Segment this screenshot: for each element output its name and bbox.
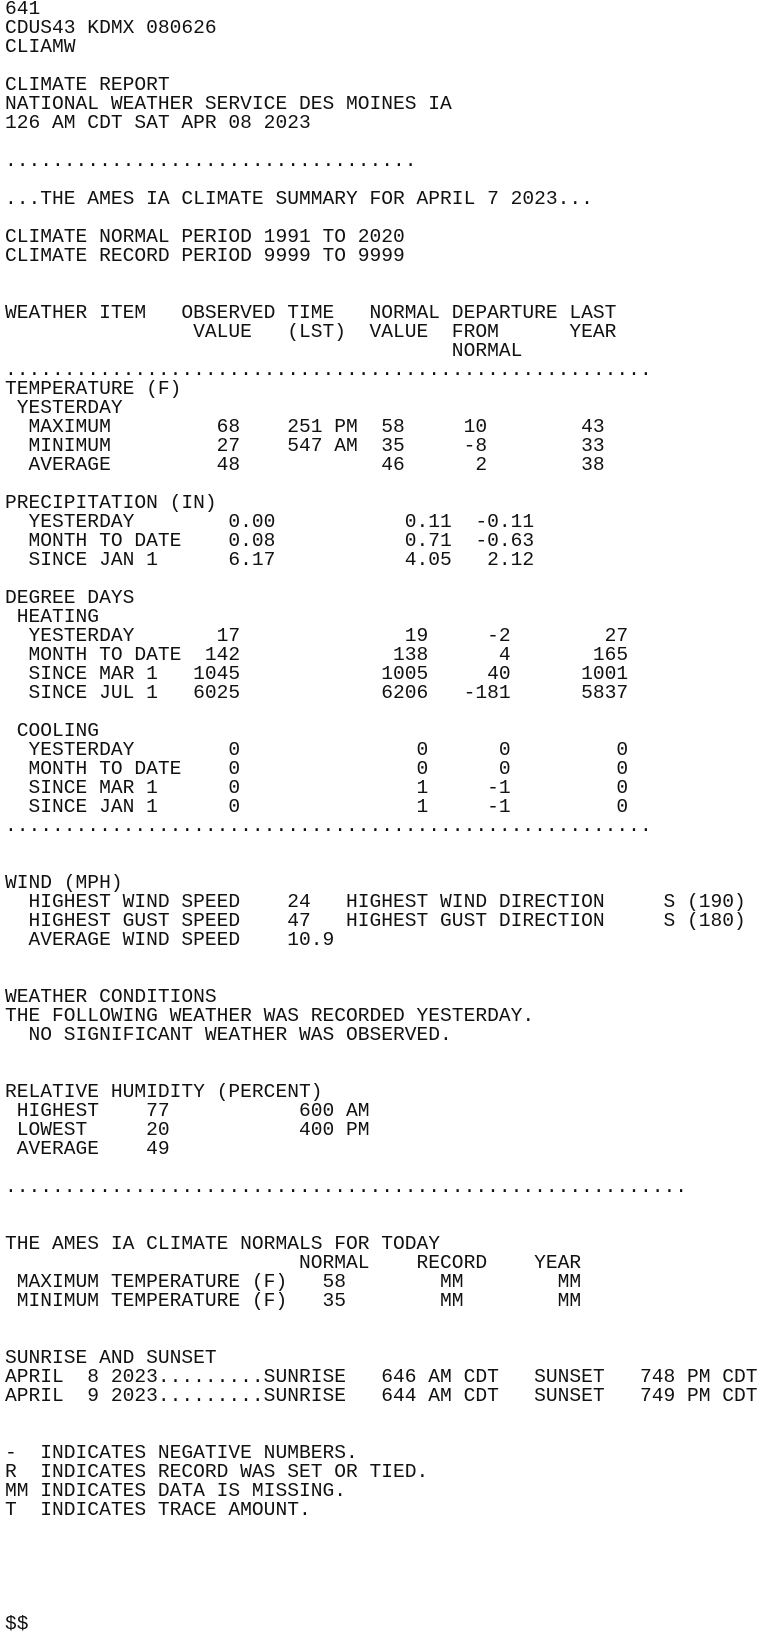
report-line: TEMPERATURE (F) xyxy=(5,378,182,400)
report-line: MAXIMUM 68 251 PM 58 10 43 xyxy=(5,416,605,438)
report-line: CLIMATE REPORT xyxy=(5,74,170,96)
report-line: HIGHEST GUST SPEED 47 HIGHEST GUST DIRECTION S (180) xyxy=(5,910,746,932)
report-line: CDUS43 KDMX 080626 xyxy=(5,17,217,39)
blank-line xyxy=(5,1197,778,1216)
report-line: 641 xyxy=(5,0,41,20)
report-line: SINCE MAR 1 0 1 -1 0 xyxy=(5,777,629,799)
report-line: WEATHER ITEM OBSERVED TIME NORMAL DEPARTURE LAST xyxy=(5,302,617,324)
report-line: APRIL 9 2023.........SUNRISE 644 AM CDT SUNSET 749 PM CDT xyxy=(5,1385,758,1407)
report-line: YESTERDAY 17 19 -2 27 xyxy=(5,625,629,647)
report-line: PRECIPITATION (IN) xyxy=(5,492,217,514)
report-line: HIGHEST 77 600 AM xyxy=(5,1100,370,1122)
report-line: NORMAL xyxy=(5,340,523,362)
report-line: WEATHER CONDITIONS xyxy=(5,986,217,1008)
report-line: THE AMES IA CLIMATE NORMALS FOR TODAY xyxy=(5,1233,441,1255)
blank-line xyxy=(5,1596,778,1615)
report-line: SINCE JAN 1 6.17 4.05 2.12 xyxy=(5,549,535,571)
report-line: HEATING xyxy=(5,606,100,628)
dotted-divider: .......................................................... xyxy=(5,1176,687,1198)
report-line: $$ xyxy=(5,1613,29,1635)
report-line: SINCE JUL 1 6025 6206 -181 5837 xyxy=(5,682,629,704)
blank-line xyxy=(5,836,778,855)
dotted-divider: ....................................................... xyxy=(5,815,652,837)
report-line: MINIMUM TEMPERATURE (F) 35 MM MM xyxy=(5,1290,582,1312)
report-line: MONTH TO DATE 142 138 4 165 xyxy=(5,644,629,666)
blank-line xyxy=(5,1406,778,1425)
report-line: HIGHEST WIND SPEED 24 HIGHEST WIND DIRECTION S (190) xyxy=(5,891,746,913)
dotted-divider: ....................................................... xyxy=(5,359,652,381)
report-line: T INDICATES TRACE AMOUNT. xyxy=(5,1499,311,1521)
blank-line xyxy=(5,703,778,722)
report-line: AVERAGE 48 46 2 38 xyxy=(5,454,605,476)
report-line: ...THE AMES IA CLIMATE SUMMARY FOR APRIL 7 2023... xyxy=(5,188,593,210)
blank-line xyxy=(5,1539,778,1558)
blank-line xyxy=(5,1311,778,1330)
report-line: - INDICATES NEGATIVE NUMBERS. xyxy=(5,1442,358,1464)
report-line: 126 AM CDT SAT APR 08 2023 xyxy=(5,112,311,134)
report-line: YESTERDAY 0.00 0.11 -0.11 xyxy=(5,511,535,533)
report-line: MM INDICATES DATA IS MISSING. xyxy=(5,1480,346,1502)
report-line: R INDICATES RECORD WAS SET OR TIED. xyxy=(5,1461,429,1483)
report-line: AVERAGE WIND SPEED 10.9 xyxy=(5,929,335,951)
report-line: THE FOLLOWING WEATHER WAS RECORDED YESTERDAY. xyxy=(5,1005,535,1027)
report-line: AVERAGE 49 xyxy=(5,1138,170,1160)
report-line: CLIAMW xyxy=(5,36,76,58)
blank-line xyxy=(5,1045,778,1064)
report-line: SINCE MAR 1 1045 1005 40 1001 xyxy=(5,663,629,685)
report-line: COOLING xyxy=(5,720,100,742)
report-line: WIND (MPH) xyxy=(5,872,123,894)
report-line: LOWEST 20 400 PM xyxy=(5,1119,370,1141)
report-line: NO SIGNIFICANT WEATHER WAS OBSERVED. xyxy=(5,1024,452,1046)
report-line: MONTH TO DATE 0 0 0 0 xyxy=(5,758,629,780)
blank-line xyxy=(5,1577,778,1596)
report-line: YESTERDAY xyxy=(5,397,123,419)
report-line: NATIONAL WEATHER SERVICE DES MOINES IA xyxy=(5,93,452,115)
report-line: SINCE JAN 1 0 1 -1 0 xyxy=(5,796,629,818)
report-line: YESTERDAY 0 0 0 0 xyxy=(5,739,629,761)
blank-line xyxy=(5,1520,778,1539)
report-line: CLIMATE NORMAL PERIOD 1991 TO 2020 xyxy=(5,226,405,248)
blank-line xyxy=(5,1558,778,1577)
report-line: MONTH TO DATE 0.08 0.71 -0.63 xyxy=(5,530,535,552)
report-line: DEGREE DAYS xyxy=(5,587,135,609)
dotted-divider: ................................... xyxy=(5,150,417,172)
report-line: CLIMATE RECORD PERIOD 9999 TO 9999 xyxy=(5,245,405,267)
report-line: APRIL 8 2023.........SUNRISE 646 AM CDT SUNSET 748 PM CDT xyxy=(5,1366,758,1388)
report-line: MINIMUM 27 547 AM 35 -8 33 xyxy=(5,435,605,457)
blank-line xyxy=(5,950,778,969)
report-line: NORMAL RECORD YEAR xyxy=(5,1252,582,1274)
blank-line xyxy=(5,266,778,285)
report-line: RELATIVE HUMIDITY (PERCENT) xyxy=(5,1081,323,1103)
report-line: VALUE (LST) VALUE FROM YEAR xyxy=(5,321,617,343)
report-line: SUNRISE AND SUNSET xyxy=(5,1347,217,1369)
report-line: MAXIMUM TEMPERATURE (F) 58 MM MM xyxy=(5,1271,582,1293)
